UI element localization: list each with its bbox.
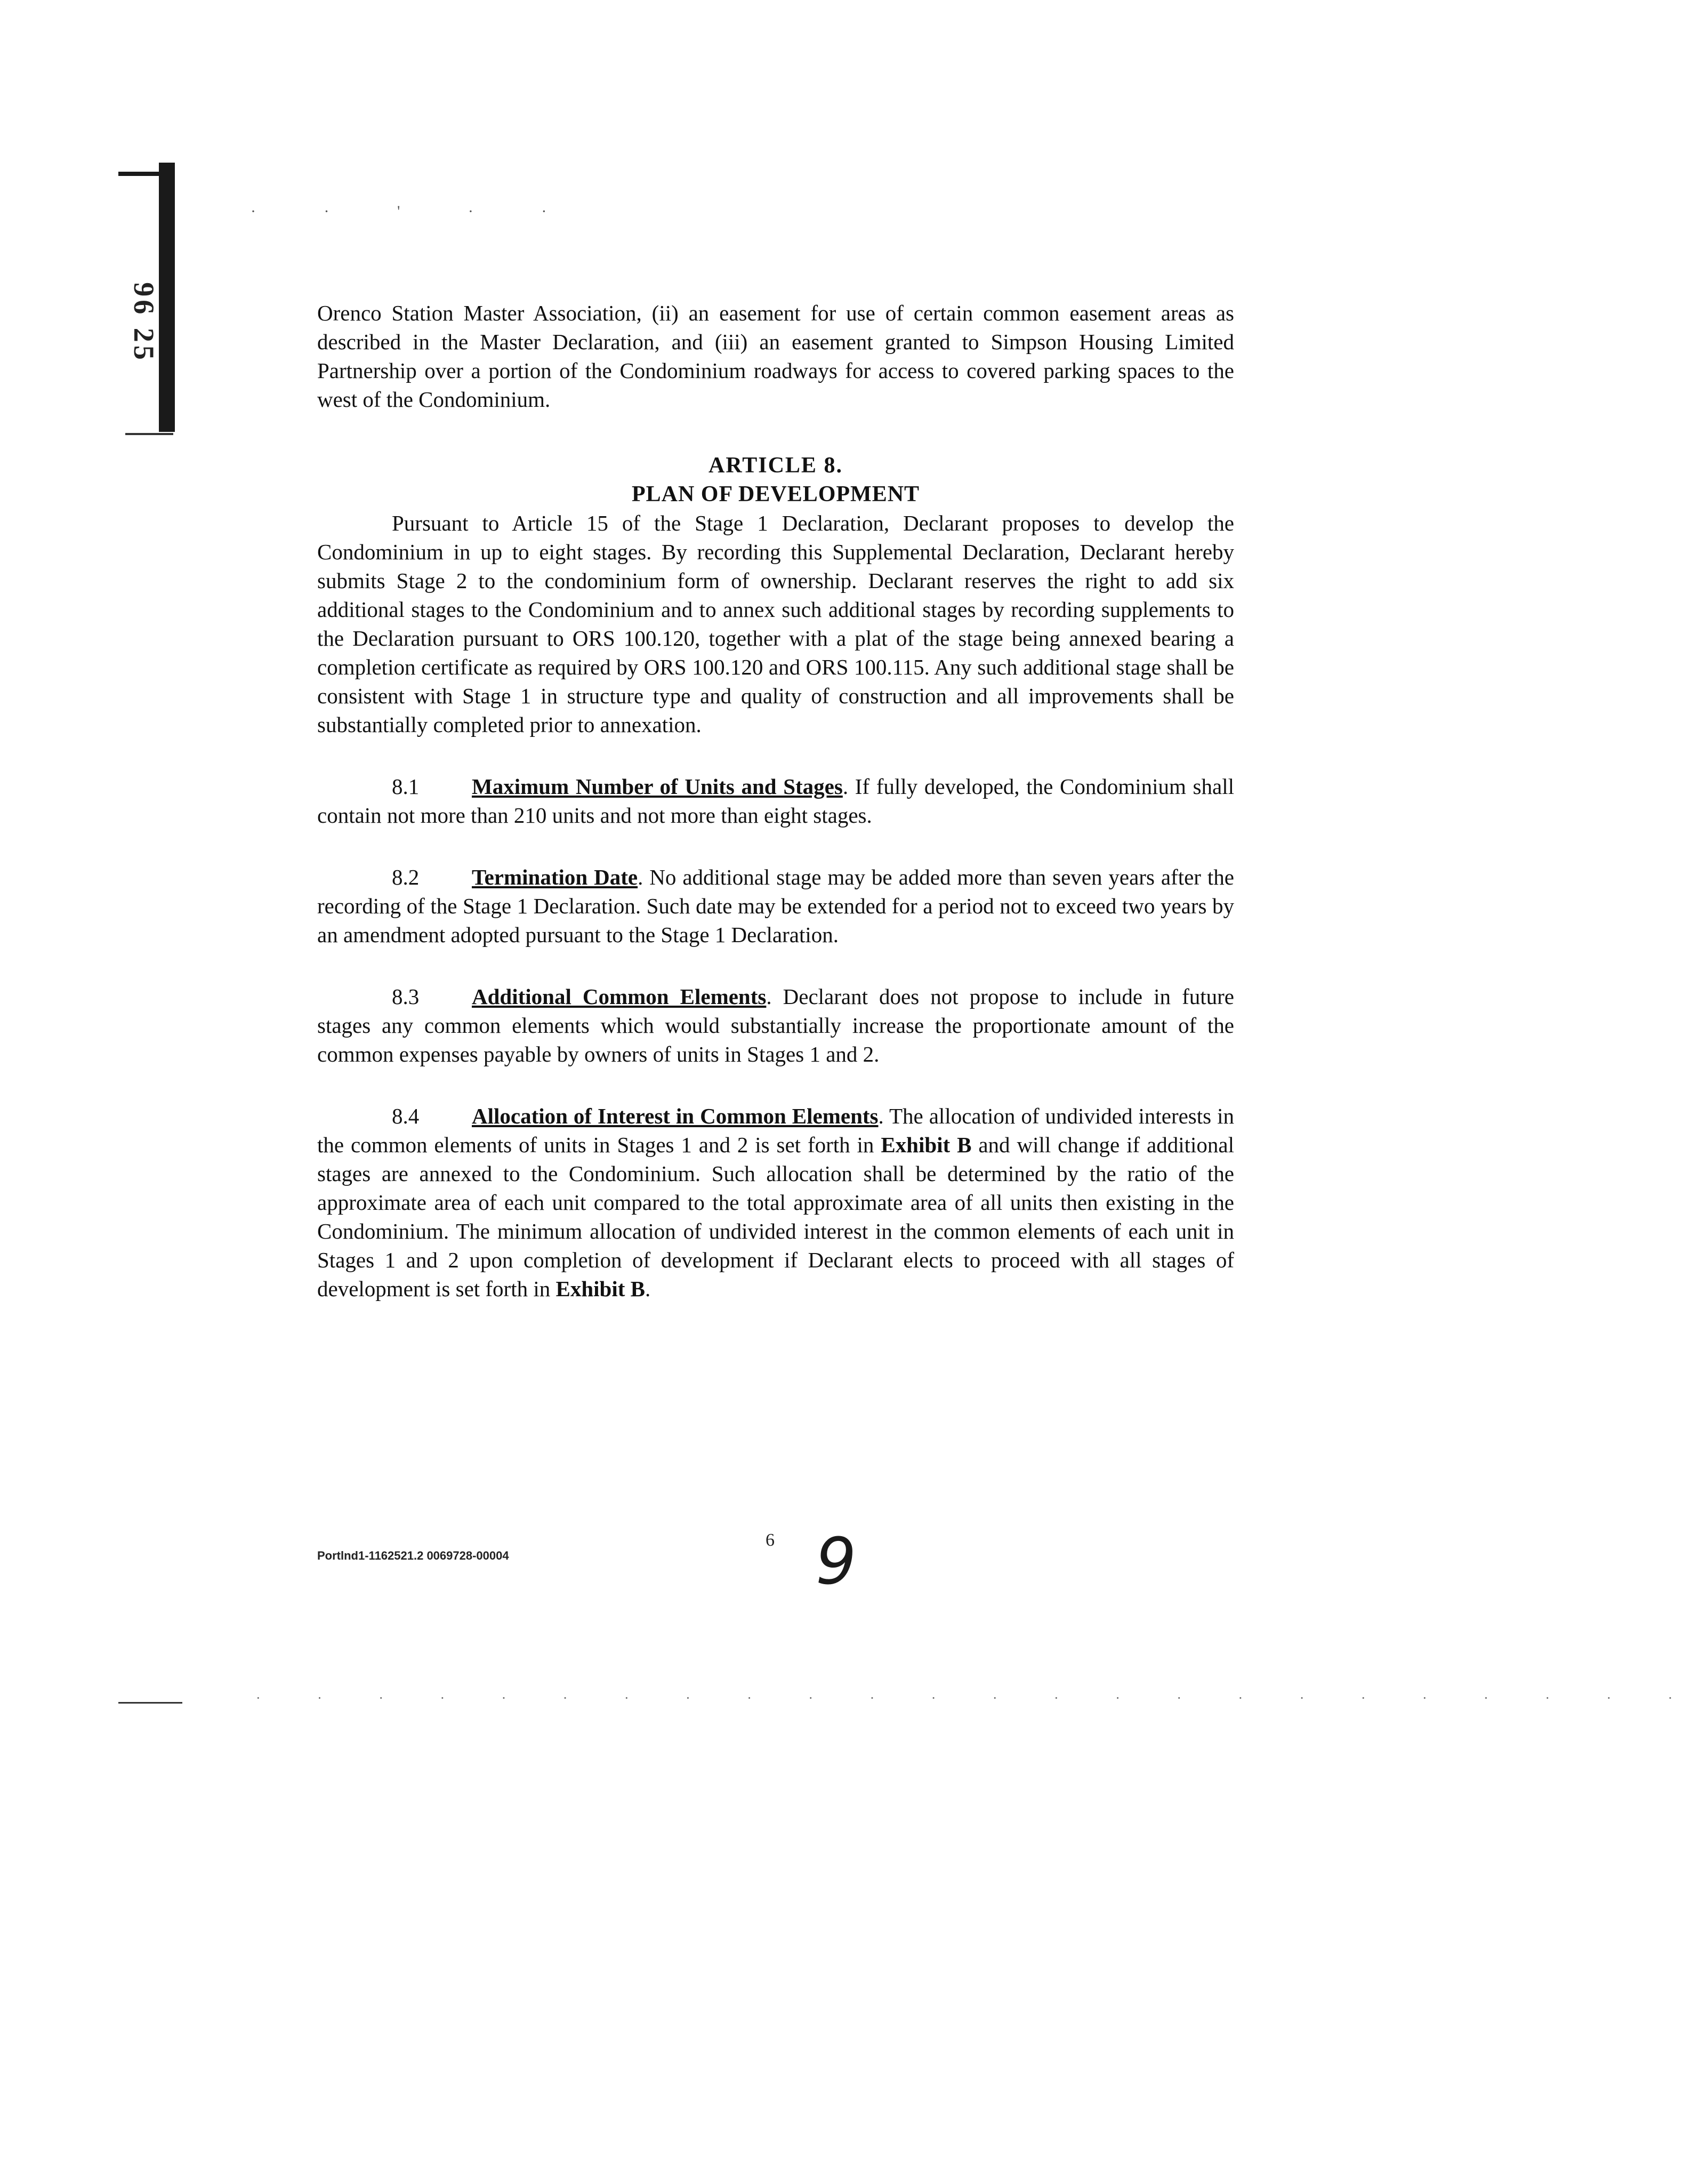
article-title: ARTICLE 8.: [708, 453, 843, 478]
binding-bar-bottom: [125, 433, 173, 435]
section-number: 8.2: [392, 865, 420, 889]
section-title: Additional Common Elements: [472, 984, 767, 1009]
section-title: Allocation of Interest in Common Elements: [472, 1104, 879, 1128]
margin-stamp: 96 25: [128, 282, 160, 363]
section-8-2: [317, 863, 1234, 949]
section-title: Maximum Number of Units and Stages: [472, 774, 843, 799]
section-text: . Declarant does not propose to include in future stages any common elements which would substantially increase the proportionate amount of the common expenses payable by owners of units in Stages 1 and 2.: [317, 984, 1235, 1066]
section-number: 8.1: [392, 774, 420, 799]
document-body: [317, 299, 1234, 1336]
section-8-1: [317, 772, 1234, 830]
bottom-rule: [118, 1702, 182, 1704]
document-id: Portlnd1-1162521.2 0069728-00004: [317, 1549, 509, 1562]
handwritten-page-number: [810, 1525, 858, 1600]
page-number: 6: [766, 1530, 775, 1550]
section-8-4: [317, 1102, 1234, 1303]
section-text: . If fully developed, the Condominium shall contain not more than 210 units and not more than eight stages.: [317, 774, 1234, 828]
exhibit-reference: Exhibit B: [881, 1133, 972, 1157]
section-text: . The allocation of undivided interests in the common elements of units in Stages 1 and 2 is set forth in: [317, 1104, 1234, 1157]
section-number: 8.4: [392, 1104, 420, 1128]
section-text: . No additional stage may be added more than seven years after the recording of the Stage 1 Declaration. Such date may be extended for a period not to exceed two years by an amendment adopted pursuant to the Stage 1 Declaration.: [317, 865, 1234, 947]
section-text: and will change if additional stages are annexed to the Condominium. Such allocation shall be determined by the ratio of the approximate area of each unit compared to the total approximate area of all units then existing in the Condominium. The minimum allocation of undivided interest in the common elements of each unit in Stages 1 and 2 upon completion of development if Declarant elects to proceed with all stages of development is set forth in: [317, 1133, 1235, 1301]
section-8-3: [317, 982, 1234, 1069]
exhibit-reference: Exhibit B: [555, 1276, 645, 1301]
intro-paragraph: Orenco Station Master Association, (ii) an easement for use of certain common easement areas as described in the Master Declaration, and (iii) an easement granted to Simpson Housing Limited Partnership over a portion of the Condominium roadways for access to covered parking spaces to the west of the Condominium.: [317, 301, 1234, 412]
handwritten-number: 9: [816, 1525, 857, 1599]
section-title: Termination Date: [472, 865, 638, 889]
main-paragraph: Pursuant to Article 15 of the Stage 1 Declaration, Declarant proposes to develop the Condominium in up to eight stages. By recording this Supplemental Declaration, Declarant hereby submits Stage 2 to the condominium form of ownership. Declarant reserves the right to add six additional stages to the Condominium and to annex such additional stages by recording supplements to the Declaration pursuant to ORS 100.120, together with a plat of the stage being annexed bearing a completion certificate as required by ORS 100.120 and ORS 100.115. Any such additional stage shall be consistent with Stage 1 in structure type and quality of construction and all improvements shall be substantially completed prior to annexation.: [317, 511, 1234, 737]
scan-specks-top: · · ' · ·: [251, 203, 579, 220]
scan-specks-bottom: · · · · · · · · · · · · · · · · · · · · · · · ·: [256, 1690, 1699, 1706]
section-number: 8.3: [392, 984, 420, 1009]
article-heading: PLAN OF DEVELOPMENT: [631, 482, 920, 507]
section-text: .: [645, 1276, 651, 1301]
